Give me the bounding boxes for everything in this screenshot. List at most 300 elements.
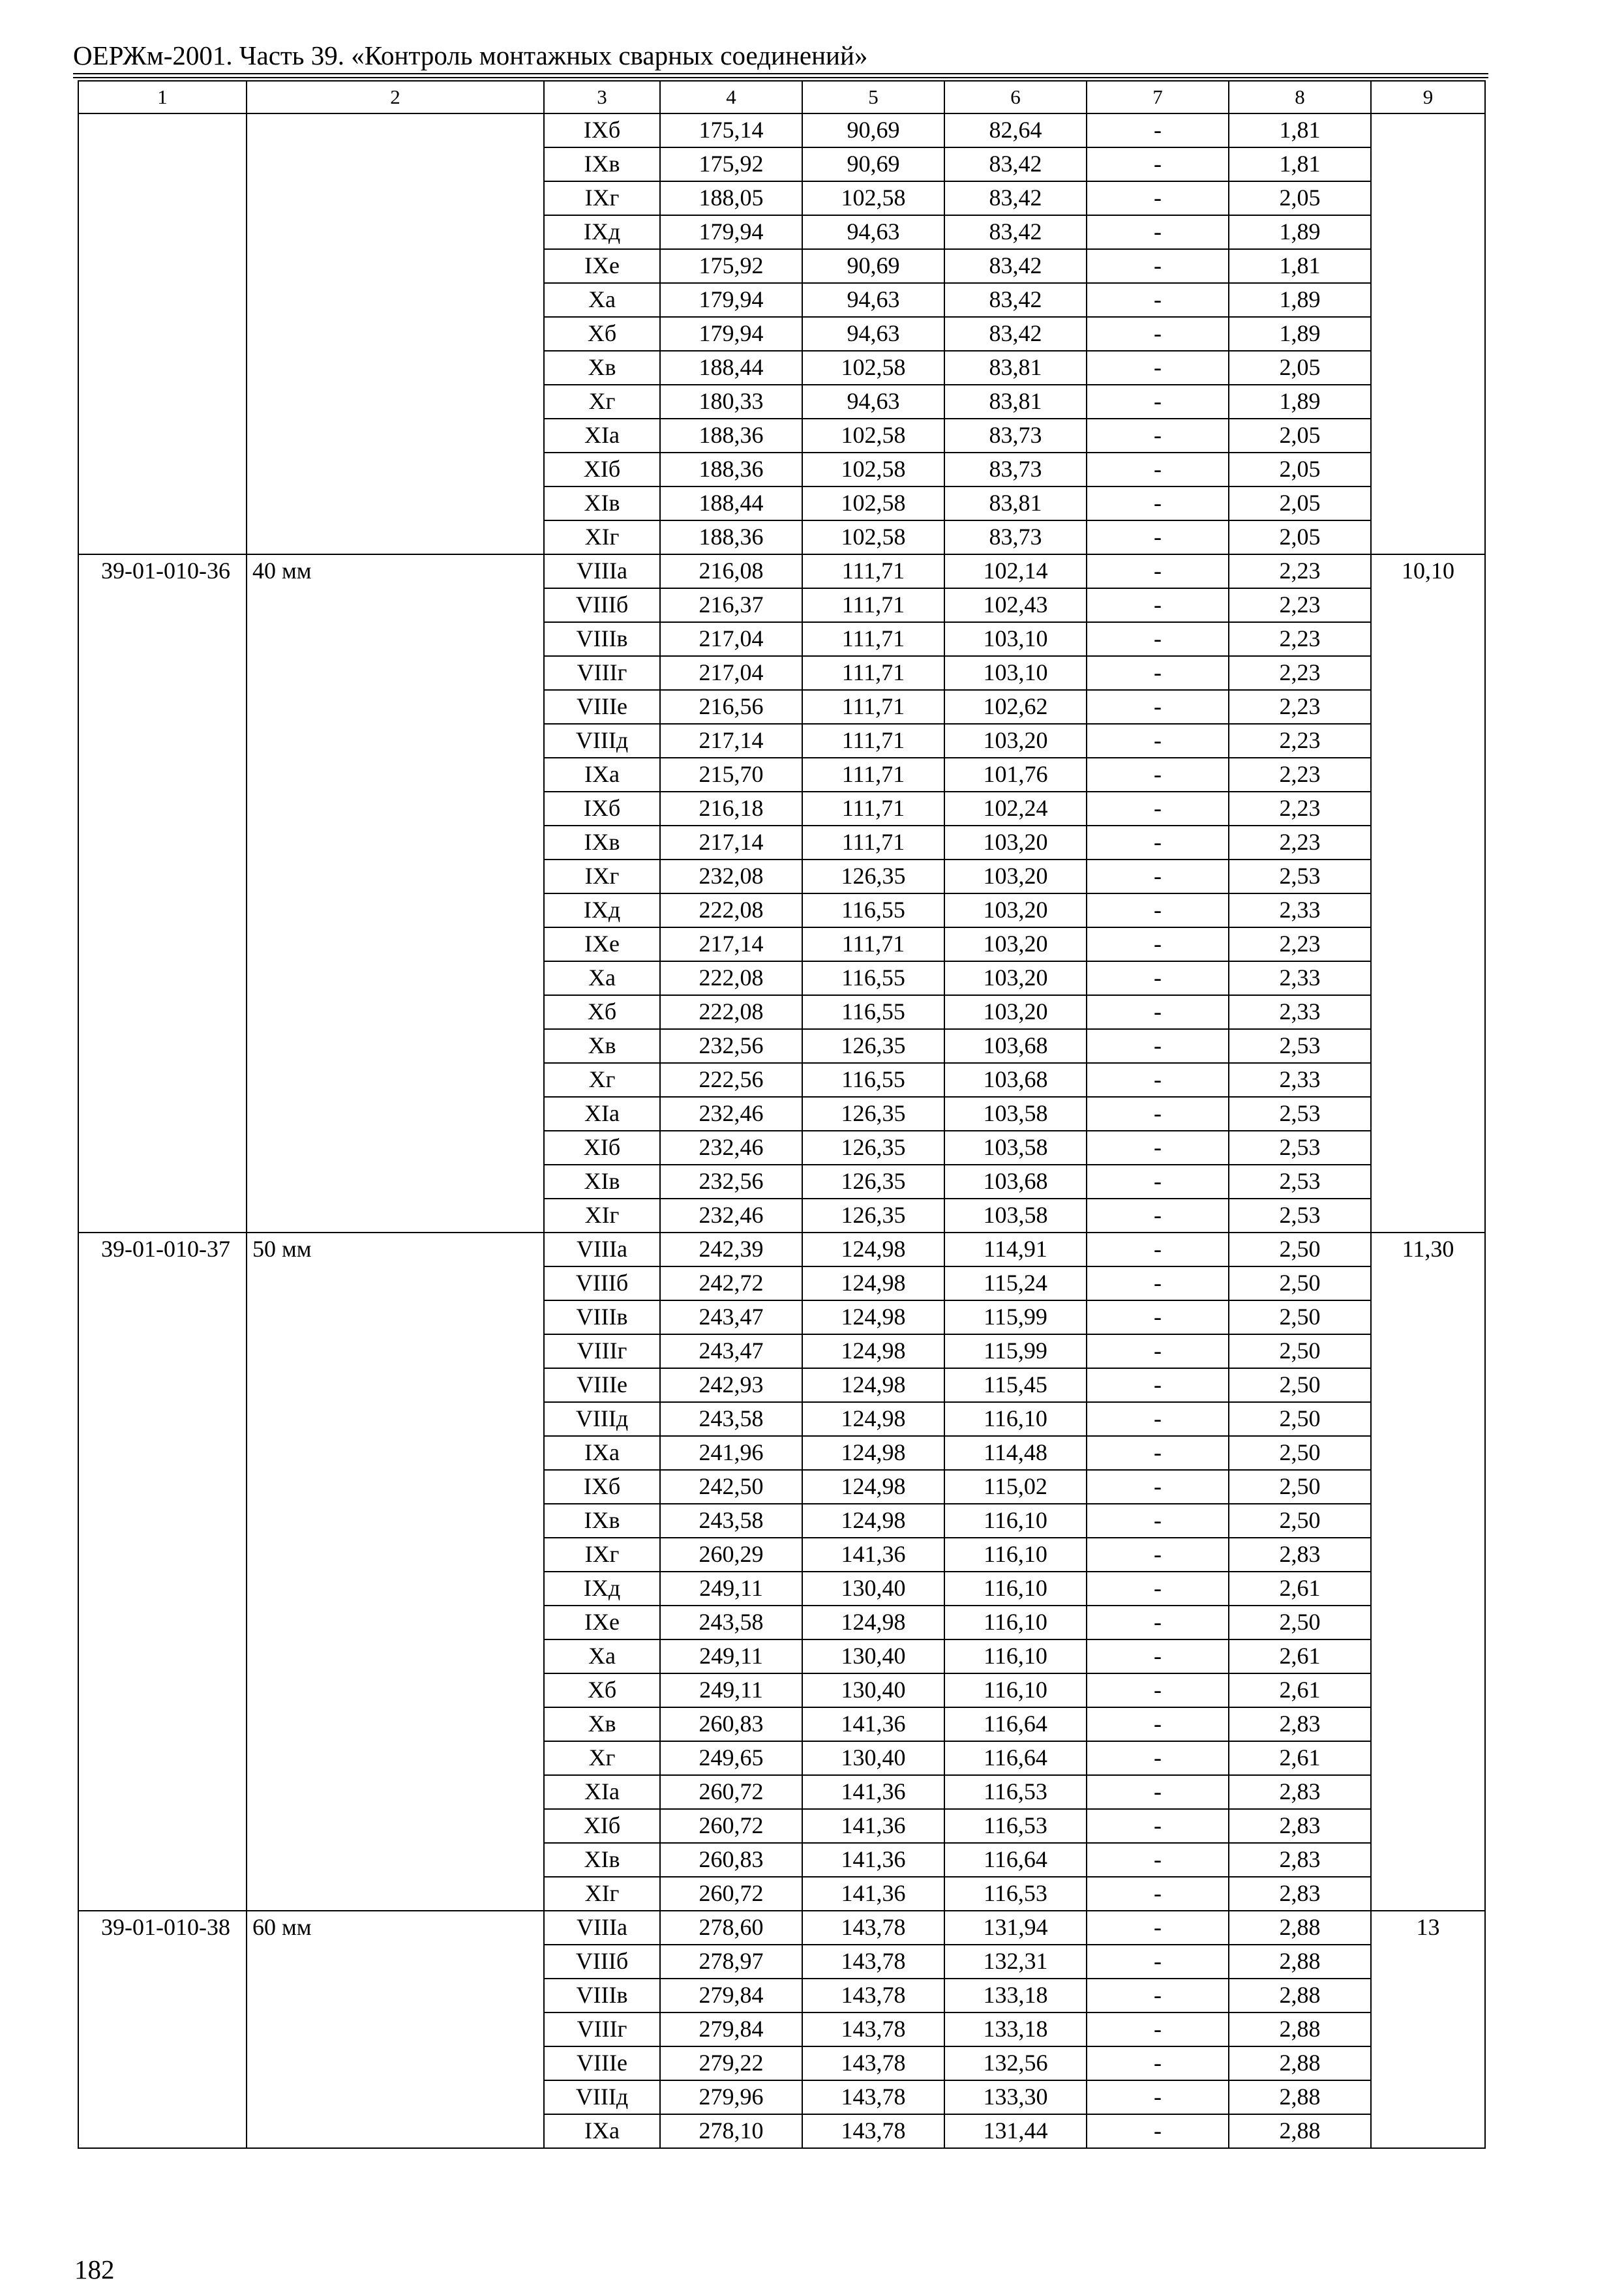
cell-col6: 116,53 [944,1775,1087,1809]
cell-col6: 83,42 [944,181,1087,215]
cell-col8: 2,05 [1229,520,1371,554]
cell-col5: 124,98 [802,1368,944,1402]
cell-col3: VIIIе [544,1368,660,1402]
cell-col6: 116,10 [944,1673,1087,1707]
cell-col5: 102,58 [802,419,944,453]
cell-col8: 2,61 [1229,1572,1371,1606]
cell-col3: Xв [544,351,660,385]
cell-col4: 188,36 [660,453,802,486]
cell-code: 39-01-010-38 [78,1911,247,2148]
cell-col8: 2,50 [1229,1436,1371,1470]
cell-col7: - [1087,1165,1229,1199]
cell-col8: 2,83 [1229,1538,1371,1572]
cell-col7: - [1087,1673,1229,1707]
cell-col3: XIб [544,453,660,486]
cell-col8: 2,23 [1229,792,1371,826]
cell-col3: Xв [544,1707,660,1741]
cell-col5: 143,78 [802,2046,944,2080]
cell-col3: VIIIб [544,1945,660,1979]
cell-col3: XIа [544,1775,660,1809]
cell-col4: 217,04 [660,622,802,656]
cell-col5: 90,69 [802,113,944,147]
cell-col5: 94,63 [802,317,944,351]
cell-col5: 126,35 [802,860,944,893]
cell-col8: 2,23 [1229,588,1371,622]
cell-col5: 116,55 [802,961,944,995]
cell-col5: 141,36 [802,1538,944,1572]
cell-col8: 2,33 [1229,995,1371,1029]
cell-col4: 260,72 [660,1775,802,1809]
cell-col5: 102,58 [802,181,944,215]
cell-col8: 2,88 [1229,2012,1371,2046]
cell-col5: 111,71 [802,792,944,826]
cell-col6: 102,14 [944,554,1087,588]
table-row [78,1233,1485,1266]
cell-col7: - [1087,1809,1229,1843]
cell-col6: 116,10 [944,1572,1087,1606]
table-row [78,113,1485,147]
cell-col5: 94,63 [802,385,944,419]
cell-col7: - [1087,995,1229,1029]
cell-description: 60 мм [247,1911,544,2148]
cell-col8: 2,88 [1229,2046,1371,2080]
cell-col7: - [1087,1233,1229,1266]
cell-col3: IXа [544,2114,660,2148]
cell-col6: 83,42 [944,283,1087,317]
cell-col7: - [1087,1063,1229,1097]
cell-col7: - [1087,1979,1229,2012]
cell-col6: 103,68 [944,1029,1087,1063]
column-header: 3 [544,81,660,113]
column-header-row [78,81,1485,113]
cell-col7: - [1087,792,1229,826]
cell-col5: 94,63 [802,283,944,317]
cell-col4: 232,08 [660,860,802,893]
cell-col6: 103,20 [944,893,1087,927]
cell-code [78,113,247,554]
cell-col5: 111,71 [802,927,944,961]
cell-col8: 2,33 [1229,961,1371,995]
cell-col4: 188,36 [660,419,802,453]
cell-col5: 124,98 [802,1606,944,1639]
cell-col6: 115,02 [944,1470,1087,1504]
cell-col4: 242,39 [660,1233,802,1266]
cell-description: 50 мм [247,1233,544,1911]
cell-col3: Xг [544,385,660,419]
cell-col7: - [1087,520,1229,554]
cell-col8: 2,83 [1229,1877,1371,1911]
cell-col4: 232,46 [660,1131,802,1165]
cell-col7: - [1087,317,1229,351]
cell-col4: 217,14 [660,724,802,758]
cell-col7: - [1087,1538,1229,1572]
cell-col4: 216,18 [660,792,802,826]
cell-col4: 241,96 [660,1436,802,1470]
cell-col3: XIб [544,1131,660,1165]
cell-col3: Xб [544,317,660,351]
cell-col8: 2,23 [1229,927,1371,961]
header-rule-top [73,73,1488,74]
cell-col5: 143,78 [802,2114,944,2148]
column-header: 2 [247,81,544,113]
cell-col4: 222,08 [660,961,802,995]
cell-col4: 188,36 [660,520,802,554]
cell-col6: 103,20 [944,826,1087,860]
cell-col7: - [1087,1945,1229,1979]
cell-col3: VIIIб [544,588,660,622]
cell-col6: 102,24 [944,792,1087,826]
cell-col5: 126,35 [802,1097,944,1131]
cell-col3: IXв [544,1504,660,1538]
cell-col7: - [1087,826,1229,860]
cell-col3: XIв [544,486,660,520]
cell-col4: 222,08 [660,995,802,1029]
cell-col3: VIIIе [544,2046,660,2080]
cell-col7: - [1087,1266,1229,1300]
cell-col7: - [1087,2046,1229,2080]
cell-col4: 242,50 [660,1470,802,1504]
cell-col6: 116,10 [944,1606,1087,1639]
cell-col4: 217,14 [660,927,802,961]
cell-col7: - [1087,181,1229,215]
cell-col6: 133,30 [944,2080,1087,2114]
cell-col7: - [1087,2012,1229,2046]
cell-col7: - [1087,961,1229,995]
cell-col8: 2,88 [1229,2114,1371,2148]
cell-col6: 82,64 [944,113,1087,147]
cell-col4: 222,56 [660,1063,802,1097]
cell-col3: Xа [544,283,660,317]
cell-col5: 141,36 [802,1775,944,1809]
cell-col7: - [1087,1707,1229,1741]
cell-col4: 278,60 [660,1911,802,1945]
cell-col3: VIIIд [544,2080,660,2114]
cell-col7: - [1087,1402,1229,1436]
cell-col4: 217,14 [660,826,802,860]
cell-col3: Xв [544,1029,660,1063]
cell-col3: VIIIа [544,1233,660,1266]
cell-col8: 2,83 [1229,1843,1371,1877]
cell-col4: 222,08 [660,893,802,927]
cell-col6: 83,42 [944,147,1087,181]
cell-col5: 90,69 [802,249,944,283]
cell-col3: VIIIа [544,1911,660,1945]
cell-col6: 103,58 [944,1131,1087,1165]
cell-col4: 249,65 [660,1741,802,1775]
cell-col4: 232,56 [660,1165,802,1199]
page-number: 182 [74,2254,115,2284]
cell-col8: 1,89 [1229,317,1371,351]
cell-col8: 2,53 [1229,860,1371,893]
cell-col4: 279,84 [660,2012,802,2046]
cell-col3: IXб [544,792,660,826]
cell-col8: 2,88 [1229,2080,1371,2114]
cell-description: 40 мм [247,554,544,1233]
cell-col8: 1,89 [1229,283,1371,317]
cell-col6: 131,94 [944,1911,1087,1945]
cell-col8: 2,88 [1229,1945,1371,1979]
cell-col5: 116,55 [802,995,944,1029]
cell-col7: - [1087,1639,1229,1673]
cell-col5: 111,71 [802,690,944,724]
cell-col8: 2,53 [1229,1029,1371,1063]
cell-col8: 2,88 [1229,1979,1371,2012]
cell-col5: 130,40 [802,1572,944,1606]
cell-col8: 2,50 [1229,1402,1371,1436]
cell-col8: 2,50 [1229,1266,1371,1300]
cell-col4: 260,29 [660,1538,802,1572]
cell-col5: 111,71 [802,588,944,622]
cell-col3: VIIIд [544,724,660,758]
cell-col6: 102,43 [944,588,1087,622]
cell-col7: - [1087,1029,1229,1063]
column-header: 4 [660,81,802,113]
cell-col3: IXг [544,181,660,215]
cell-col8: 2,05 [1229,453,1371,486]
cell-col8: 1,81 [1229,147,1371,181]
column-header: 5 [802,81,944,113]
cell-col3: VIIIв [544,1979,660,2012]
cell-col5: 143,78 [802,1911,944,1945]
cell-col3: XIг [544,1199,660,1233]
cell-col8: 1,81 [1229,249,1371,283]
cell-col7: - [1087,1843,1229,1877]
cell-col4: 243,58 [660,1504,802,1538]
cell-col3: VIIIг [544,656,660,690]
cell-col6: 115,99 [944,1300,1087,1334]
cell-col5: 143,78 [802,2080,944,2114]
cell-col6: 83,42 [944,249,1087,283]
cell-col6: 115,24 [944,1266,1087,1300]
cell-col7: - [1087,1368,1229,1402]
cell-col5: 124,98 [802,1470,944,1504]
cell-col5: 111,71 [802,758,944,792]
cell-col4: 216,56 [660,690,802,724]
cell-col3: VIIIа [544,554,660,588]
cell-col9: 10,10 [1371,554,1485,1233]
cell-col5: 124,98 [802,1233,944,1266]
cell-col8: 2,05 [1229,486,1371,520]
cell-col5: 124,98 [802,1334,944,1368]
cell-code: 39-01-010-36 [78,554,247,1233]
cell-col8: 2,50 [1229,1300,1371,1334]
cell-col8: 2,33 [1229,893,1371,927]
cell-col6: 103,20 [944,995,1087,1029]
cell-col4: 232,56 [660,1029,802,1063]
cell-col3: VIIIв [544,622,660,656]
cell-col4: 242,72 [660,1266,802,1300]
cell-col6: 116,64 [944,1707,1087,1741]
cell-col5: 126,35 [802,1029,944,1063]
cell-col4: 216,37 [660,588,802,622]
cell-col8: 2,50 [1229,1334,1371,1368]
cell-col3: IXб [544,113,660,147]
cell-col3: XIг [544,1877,660,1911]
cell-col3: VIIIб [544,1266,660,1300]
cell-col7: - [1087,724,1229,758]
cell-col8: 2,83 [1229,1809,1371,1843]
cell-col5: 143,78 [802,1945,944,1979]
cell-col3: Xг [544,1063,660,1097]
cell-col3: Xб [544,995,660,1029]
cell-col3: VIIIг [544,2012,660,2046]
cell-col5: 102,58 [802,486,944,520]
cell-col6: 115,45 [944,1368,1087,1402]
header-rule-bottom [73,77,1488,78]
cell-col7: - [1087,1199,1229,1233]
cell-col8: 1,89 [1229,385,1371,419]
cell-col7: - [1087,1572,1229,1606]
cell-col5: 124,98 [802,1436,944,1470]
cell-col8: 2,23 [1229,622,1371,656]
cell-col7: - [1087,758,1229,792]
cell-col7: - [1087,1911,1229,1945]
cell-col7: - [1087,1877,1229,1911]
cell-col5: 143,78 [802,1979,944,2012]
cell-col8: 2,05 [1229,181,1371,215]
cell-col8: 2,23 [1229,724,1371,758]
cell-col3: IXе [544,249,660,283]
cell-col6: 103,20 [944,927,1087,961]
cell-col7: - [1087,1606,1229,1639]
cell-col6: 116,10 [944,1504,1087,1538]
cell-col7: - [1087,588,1229,622]
cell-col8: 2,23 [1229,656,1371,690]
cell-col5: 111,71 [802,554,944,588]
cell-col3: XIв [544,1843,660,1877]
cell-col8: 2,05 [1229,419,1371,453]
cell-col8: 2,53 [1229,1165,1371,1199]
cell-col8: 2,50 [1229,1368,1371,1402]
cell-col4: 232,46 [660,1199,802,1233]
cell-col5: 141,36 [802,1707,944,1741]
cell-col6: 131,44 [944,2114,1087,2148]
cell-col4: 260,83 [660,1843,802,1877]
cell-col6: 102,62 [944,690,1087,724]
cell-col7: - [1087,690,1229,724]
cell-col6: 116,64 [944,1843,1087,1877]
cell-col3: VIIIг [544,1334,660,1368]
cell-col3: XIа [544,1097,660,1131]
cell-col3: Xа [544,961,660,995]
cell-col7: - [1087,622,1229,656]
cell-col5: 124,98 [802,1504,944,1538]
cell-col4: 216,08 [660,554,802,588]
cell-col8: 2,53 [1229,1131,1371,1165]
cell-col5: 90,69 [802,147,944,181]
cell-col3: IXг [544,860,660,893]
cell-col8: 2,88 [1229,1911,1371,1945]
cell-col6: 103,20 [944,724,1087,758]
cell-col6: 101,76 [944,758,1087,792]
cell-col6: 83,73 [944,419,1087,453]
cell-col7: - [1087,1741,1229,1775]
cell-col7: - [1087,1436,1229,1470]
cell-col7: - [1087,385,1229,419]
cell-col8: 1,89 [1229,215,1371,249]
cell-col9: 11,30 [1371,1233,1485,1911]
cell-col5: 102,58 [802,453,944,486]
cell-col4: 175,92 [660,147,802,181]
cell-col6: 116,53 [944,1809,1087,1843]
cell-col7: - [1087,1131,1229,1165]
cell-col6: 103,58 [944,1097,1087,1131]
cell-col4: 249,11 [660,1673,802,1707]
cell-col5: 124,98 [802,1300,944,1334]
cell-col7: - [1087,453,1229,486]
table-body [78,81,1485,2148]
cell-col4: 260,83 [660,1707,802,1741]
cell-col5: 111,71 [802,656,944,690]
cell-col7: - [1087,351,1229,385]
cell-col4: 278,97 [660,1945,802,1979]
cell-col3: IXг [544,1538,660,1572]
cell-col6: 83,73 [944,520,1087,554]
cell-col3: IXд [544,1572,660,1606]
cell-col5: 116,55 [802,893,944,927]
cell-col5: 141,36 [802,1843,944,1877]
cell-col6: 103,20 [944,860,1087,893]
cell-col7: - [1087,927,1229,961]
cell-col8: 2,50 [1229,1606,1371,1639]
cell-col5: 126,35 [802,1165,944,1199]
cell-col5: 130,40 [802,1673,944,1707]
cell-col4: 249,11 [660,1572,802,1606]
cell-col6: 116,64 [944,1741,1087,1775]
cell-col3: Xб [544,1673,660,1707]
cell-col6: 115,99 [944,1334,1087,1368]
cell-col8: 2,23 [1229,758,1371,792]
cell-col8: 2,50 [1229,1470,1371,1504]
cell-col7: - [1087,893,1229,927]
cell-col4: 215,70 [660,758,802,792]
cell-col4: 175,14 [660,113,802,147]
cell-col4: 188,44 [660,351,802,385]
cell-col6: 83,81 [944,385,1087,419]
cell-col7: - [1087,283,1229,317]
cell-col5: 130,40 [802,1741,944,1775]
cell-col4: 279,22 [660,2046,802,2080]
cell-col6: 83,42 [944,317,1087,351]
column-header: 8 [1229,81,1371,113]
cell-col3: IXд [544,215,660,249]
cell-col3: VIIIе [544,690,660,724]
column-header: 6 [944,81,1087,113]
cell-col6: 132,56 [944,2046,1087,2080]
cell-col4: 242,93 [660,1368,802,1402]
cell-col6: 103,58 [944,1199,1087,1233]
cell-col8: 2,23 [1229,690,1371,724]
cell-col5: 102,58 [802,520,944,554]
column-header: 1 [78,81,247,113]
cell-col6: 116,10 [944,1402,1087,1436]
cell-col7: - [1087,2080,1229,2114]
cell-col4: 279,84 [660,1979,802,2012]
rates-table [78,80,1486,2149]
cell-col7: - [1087,860,1229,893]
cell-col4: 179,94 [660,317,802,351]
cell-col8: 2,83 [1229,1775,1371,1809]
cell-col3: IXе [544,1606,660,1639]
cell-code: 39-01-010-37 [78,1233,247,1911]
table-row [78,554,1485,588]
cell-col7: - [1087,1097,1229,1131]
cell-col4: 243,47 [660,1334,802,1368]
cell-col6: 133,18 [944,1979,1087,2012]
cell-col7: - [1087,1300,1229,1334]
cell-col4: 188,44 [660,486,802,520]
cell-col5: 116,55 [802,1063,944,1097]
